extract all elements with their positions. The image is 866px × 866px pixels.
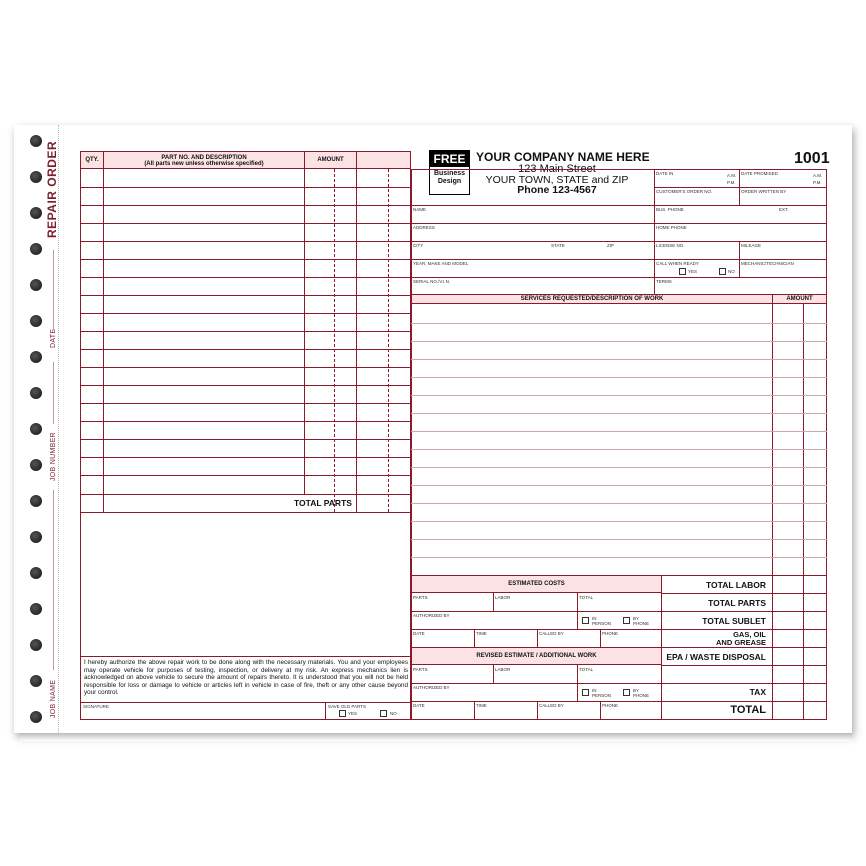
est-by-phone-checkbox[interactable] (623, 617, 630, 624)
rev-date-label: DATE (413, 703, 425, 708)
est-in-person-label (592, 616, 611, 626)
person-word: PERSON (592, 621, 612, 626)
gas-oil-grease-label (665, 631, 766, 646)
services-header: SERVICES REQUESTED/DESCRIPTION OF WORK (411, 294, 773, 304)
call-yes-label: YES (688, 269, 698, 274)
parts-row-line (80, 475, 411, 476)
tax-label: TAX (749, 687, 766, 697)
date-in-pm: P.M. (727, 180, 736, 185)
rev-line (411, 683, 662, 684)
part-description-header (103, 151, 305, 169)
binder-hole (30, 387, 42, 399)
side-divider (53, 250, 54, 330)
totals-line (661, 611, 827, 612)
call-when-ready-label: CALL WHEN READY (656, 261, 699, 266)
parts-row-line (80, 439, 411, 440)
parts-row-line (80, 295, 411, 296)
license-no-label: LICENSE NO. (656, 243, 685, 248)
parts-row-line (80, 385, 411, 386)
totals-line (661, 647, 827, 648)
services-amount-header: AMOUNT (772, 294, 827, 304)
parts-row-line (80, 331, 411, 332)
rev-time-label: TIME (476, 703, 487, 708)
address-label: ADDRESS (413, 225, 435, 230)
est-total-label: TOTAL (579, 595, 594, 600)
call-no-checkbox[interactable] (719, 268, 726, 275)
home-phone-label: HOME PHONE (656, 225, 687, 230)
binder-hole (30, 171, 42, 183)
date-promised-label: DATE PROMISED (741, 171, 778, 176)
parts-table-bottom (80, 512, 411, 513)
serial-vin-label: SERIAL NO./V.I.N. (413, 279, 451, 284)
info-line (411, 223, 827, 224)
binder-hole (30, 207, 42, 219)
save-old-parts-no-checkbox[interactable] (380, 710, 387, 717)
parts-row-line (80, 187, 411, 188)
rev-col-line (493, 665, 494, 683)
side-title: REPAIR ORDER (45, 140, 59, 238)
ext-label: EXT. (779, 207, 789, 212)
est-phone-label: PHONE (602, 631, 619, 636)
gas-oil-text: GAS, OIL (733, 630, 766, 639)
name-label: NAME (413, 207, 427, 212)
zip-label: ZIP (607, 243, 615, 248)
date-promised-am: A.M. (813, 173, 823, 178)
totals-line (661, 593, 827, 594)
city-label: CITY (413, 243, 424, 248)
info-line (411, 259, 827, 260)
revised-estimate-header: REVISED ESTIMATE / ADDITIONAL WORK (411, 647, 662, 665)
est-line (411, 611, 662, 612)
info-line (411, 241, 827, 242)
signature-label: SIGNATURE (83, 704, 109, 709)
rev-phone-label: PHONE (602, 703, 619, 708)
rev-labor-label: LABOR (495, 667, 511, 672)
company-name: YOUR COMPANY NAME HERE (476, 150, 650, 164)
parts-row-line (80, 223, 411, 224)
mileage-label: MILEAGE (741, 243, 762, 248)
parts-row-line (80, 205, 411, 206)
info-line (654, 187, 827, 188)
parts-row-line (80, 421, 411, 422)
services-row-line (411, 503, 827, 504)
totals-line (661, 665, 827, 666)
rev-in-person-checkbox[interactable] (582, 689, 589, 696)
by-word: BY (633, 616, 640, 621)
binder-hole (30, 675, 42, 687)
side-job-name-label: JOB NAME (50, 679, 57, 718)
company-street: 123 Main Street (518, 163, 596, 175)
parts-row-line (80, 457, 411, 458)
side-divider (53, 490, 54, 670)
services-row-line (411, 377, 827, 378)
rev-col-line (537, 701, 538, 720)
est-authorized-by-label: AUTHORIZED BY (413, 613, 450, 618)
page-shadow (20, 733, 852, 741)
binder-hole (30, 495, 42, 507)
in-word: IN (592, 616, 597, 621)
save-old-parts-yes-checkbox[interactable] (339, 710, 346, 717)
state-label: STATE (551, 243, 565, 248)
rev-called-by-label: CALLED BY (539, 703, 564, 708)
and-grease-text: AND GREASE (715, 637, 766, 647)
person-word: PERSON (592, 693, 612, 698)
services-row-line (411, 539, 827, 540)
binder-hole (30, 603, 42, 615)
est-col-line (474, 629, 475, 647)
binder-hole (30, 531, 42, 543)
services-row-line (411, 467, 827, 468)
est-col-line (537, 629, 538, 647)
free-logo-text: FREE (430, 151, 469, 167)
services-row-line (411, 521, 827, 522)
binder-hole (30, 423, 42, 435)
grand-total-label: TOTAL (730, 704, 766, 716)
rev-col-line (600, 701, 601, 720)
services-row-line (411, 323, 827, 324)
date-in-label: DATE IN (656, 171, 674, 176)
binder-hole (30, 711, 42, 723)
services-cents-line (803, 304, 804, 720)
services-row-line (411, 359, 827, 360)
side-date-label: DATE (50, 328, 57, 348)
save-old-parts-no-label: NO (390, 711, 397, 716)
parts-row-line (80, 494, 411, 495)
amount-header-extra (356, 151, 411, 169)
rev-authorized-by-label: AUTHORIZED BY (413, 685, 450, 690)
in-word: IN (592, 688, 597, 693)
notes-bottom (80, 656, 411, 657)
call-no-label: NO (728, 269, 735, 274)
rev-in-person-label (592, 688, 611, 698)
signature-line-top (80, 702, 411, 703)
est-time-label: TIME (476, 631, 487, 636)
info-line (411, 205, 827, 206)
by-word: BY (633, 688, 640, 693)
rev-total-label: TOTAL (579, 667, 594, 672)
customers-order-label: CUSTOMER'S ORDER NO. (656, 189, 713, 194)
save-old-parts-yes-label: YES (348, 711, 358, 716)
totals-total-parts-label: TOTAL PARTS (708, 598, 766, 608)
services-row-line (411, 485, 827, 486)
date-promised-pm: P.M. (813, 180, 822, 185)
parts-row-line (80, 349, 411, 350)
binder-hole (30, 243, 42, 255)
binder-hole (30, 567, 42, 579)
cents-divider (334, 169, 335, 512)
binder-hole (30, 279, 42, 291)
totals-line (661, 683, 827, 684)
binder-hole (30, 315, 42, 327)
company-phone: Phone 123-4567 (517, 184, 597, 196)
est-called-by-label: CALLED BY (539, 631, 564, 636)
rev-by-phone-label (633, 688, 649, 698)
bus-phone-label: BUS. PHONE (656, 207, 684, 212)
terms-label: TERMS (656, 279, 672, 284)
est-labor-label: LABOR (495, 595, 511, 600)
epa-waste-label: EPA / WASTE DISPOSAL (666, 652, 766, 662)
cents-divider (388, 169, 389, 512)
est-parts-label: PARTS (413, 595, 428, 600)
totals-line (661, 701, 827, 702)
order-written-by-label: ORDER WRITTEN BY (741, 189, 787, 194)
rev-parts-label: PARTS (413, 667, 428, 672)
signature-divider (325, 702, 326, 720)
side-divider (53, 362, 54, 424)
company-town: YOUR TOWN, STATE and ZIP (485, 174, 629, 186)
binder-hole (30, 351, 42, 363)
parts-row-line (80, 403, 411, 404)
parts-row-line (80, 259, 411, 260)
rev-col-line (474, 701, 475, 720)
services-row-line (411, 449, 827, 450)
services-amount-line (772, 304, 773, 720)
binder-hole (30, 459, 42, 471)
phone-word: PHONE (633, 621, 650, 626)
order-number: 1001 (794, 150, 830, 167)
date-in-am: A.M. (727, 173, 737, 178)
rev-by-phone-checkbox[interactable] (623, 689, 630, 696)
amount-header: AMOUNT (304, 151, 357, 169)
est-col-line (493, 593, 494, 611)
total-parts-label: TOTAL PARTS (294, 498, 352, 508)
binder-hole (30, 135, 42, 147)
est-col-line (600, 629, 601, 647)
est-by-phone-label (633, 616, 649, 626)
est-date-label: DATE (413, 631, 425, 636)
est-in-person-checkbox[interactable] (582, 617, 589, 624)
save-old-parts-label: SAVE OLD PARTS (328, 704, 367, 709)
year-make-model-label: YEAR, MAKE AND MODEL (413, 261, 469, 266)
parts-row-line (80, 367, 411, 368)
part-description-title: PART NO. AND DESCRIPTION (161, 155, 247, 161)
design-word: Design (437, 178, 462, 185)
amount-column-line (356, 169, 357, 512)
phone-word: PHONE (633, 693, 650, 698)
mechanic-label: MECHANIC/TECHNICIAN (741, 261, 794, 266)
services-row-line (411, 341, 827, 342)
estimated-costs-header: ESTIMATED COSTS (411, 575, 662, 593)
parts-row-line (80, 313, 411, 314)
parts-row-line (80, 241, 411, 242)
part-description-note: (All parts new unless otherwise specified) (144, 161, 264, 167)
side-job-number-label: JOB NUMBER (50, 432, 57, 481)
parts-row-line (80, 277, 411, 278)
total-sublet-label: TOTAL SUBLET (702, 616, 766, 626)
services-row-line (411, 431, 827, 432)
services-row-line (411, 413, 827, 414)
info-line (411, 277, 827, 278)
call-yes-checkbox[interactable] (679, 268, 686, 275)
qty-column-line (103, 169, 104, 512)
left-panel (80, 151, 411, 720)
authorization-text: I hereby authorize the above repair work to be done along with the necessary materials. You and your employees may operate vehicle for purposes of testing, inspection, or delivery at my risk. An express mechanics lien is acknowledged on above vehicle to secure the amount of repairs thereto. It is understood that you will not be held responsible for loss or damage to vehicle or articles left in vehicle in case of fire, theft or any other cause beyond your control. (84, 659, 408, 697)
services-row-line (411, 395, 827, 396)
total-labor-label: TOTAL LABOR (706, 580, 766, 590)
services-row-line (411, 557, 827, 558)
qty-header: QTY. (80, 151, 104, 169)
business-word: Business (433, 170, 466, 177)
binder-hole (30, 639, 42, 651)
